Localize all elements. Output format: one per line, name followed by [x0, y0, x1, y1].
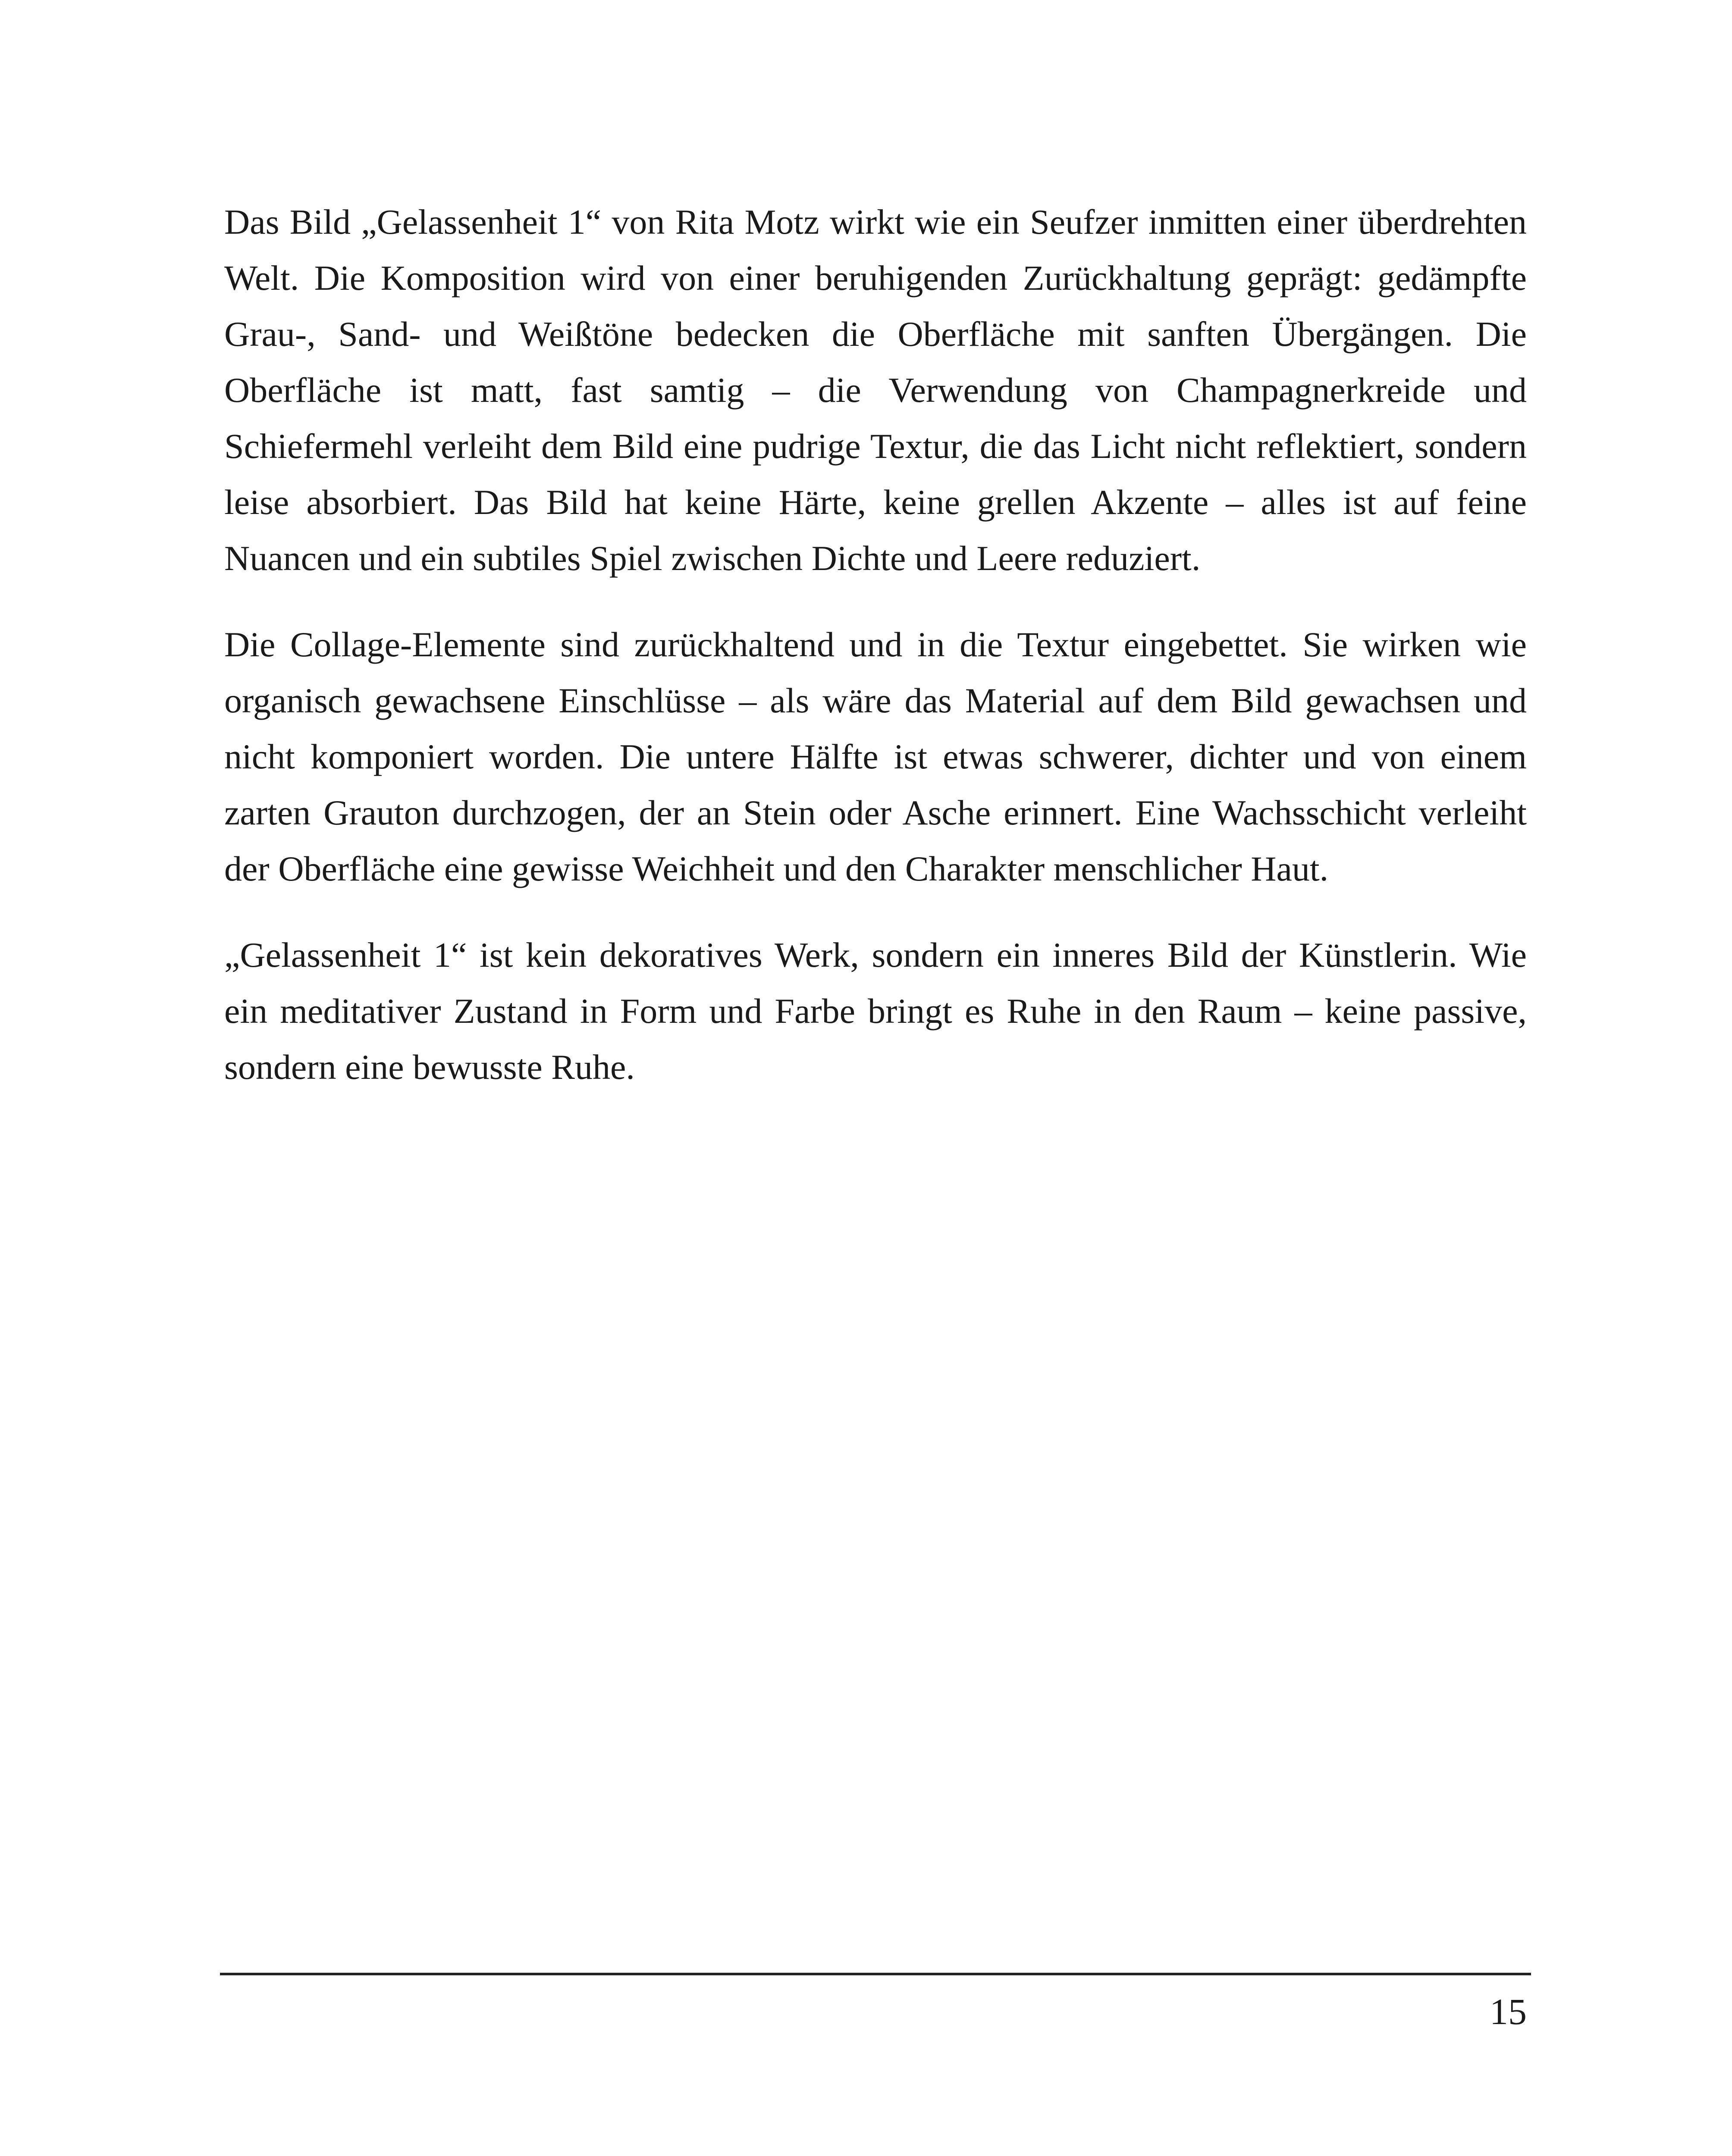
- footer-rule: [220, 1973, 1531, 1975]
- paragraph-2: Die Collage-Elemente sind zurückhaltend und in die Textur eingebettet. Sie wirken wie organisch gewachsene Einschlüsse – als wäre das Material auf dem Bild gewachsen und nicht komponiert worden. Die untere Hälfte ist etwas schwerer, dichter und von einem zarten Grauton durchzogen, der an Stein oder Asche erinnert. Eine Wachsschicht verleiht der Oberfläche eine gewisse Weichheit und den Charakter menschlicher Haut.: [224, 625, 1527, 888]
- page-number: 15: [1490, 1991, 1527, 2032]
- body-text: [224, 194, 1527, 1125]
- paragraph-1: Das Bild „Gelassenheit 1“ von Rita Motz wirkt wie ein Seufzer inmitten einer überdrehten Welt. Die Komposition wird von einer beruhigenden Zurückhaltung geprägt: gedämpfte Grau-, Sand- und Weißtöne bedecken die Oberfläche mit sanften Übergängen. Die Oberfläche ist matt, fast samtig – die Verwendung von Champagnerkreide und Schiefermehl verleiht dem Bild eine pudrige Textur, die das Licht nicht reflektiert, sondern leise absorbiert. Das Bild hat keine Härte, keine grellen Akzente – alles ist auf feine Nuancen und ein subtiles Spiel zwischen Dichte und Leere reduziert.: [224, 202, 1527, 578]
- paragraph-3: „Gelassenheit 1“ ist kein dekoratives Werk, sondern ein inneres Bild der Künstlerin. Wie ein meditativer Zustand in Form und Farbe bringt es Ruhe in den Raum – keine passive, sondern eine bewusste Ruhe.: [224, 935, 1527, 1087]
